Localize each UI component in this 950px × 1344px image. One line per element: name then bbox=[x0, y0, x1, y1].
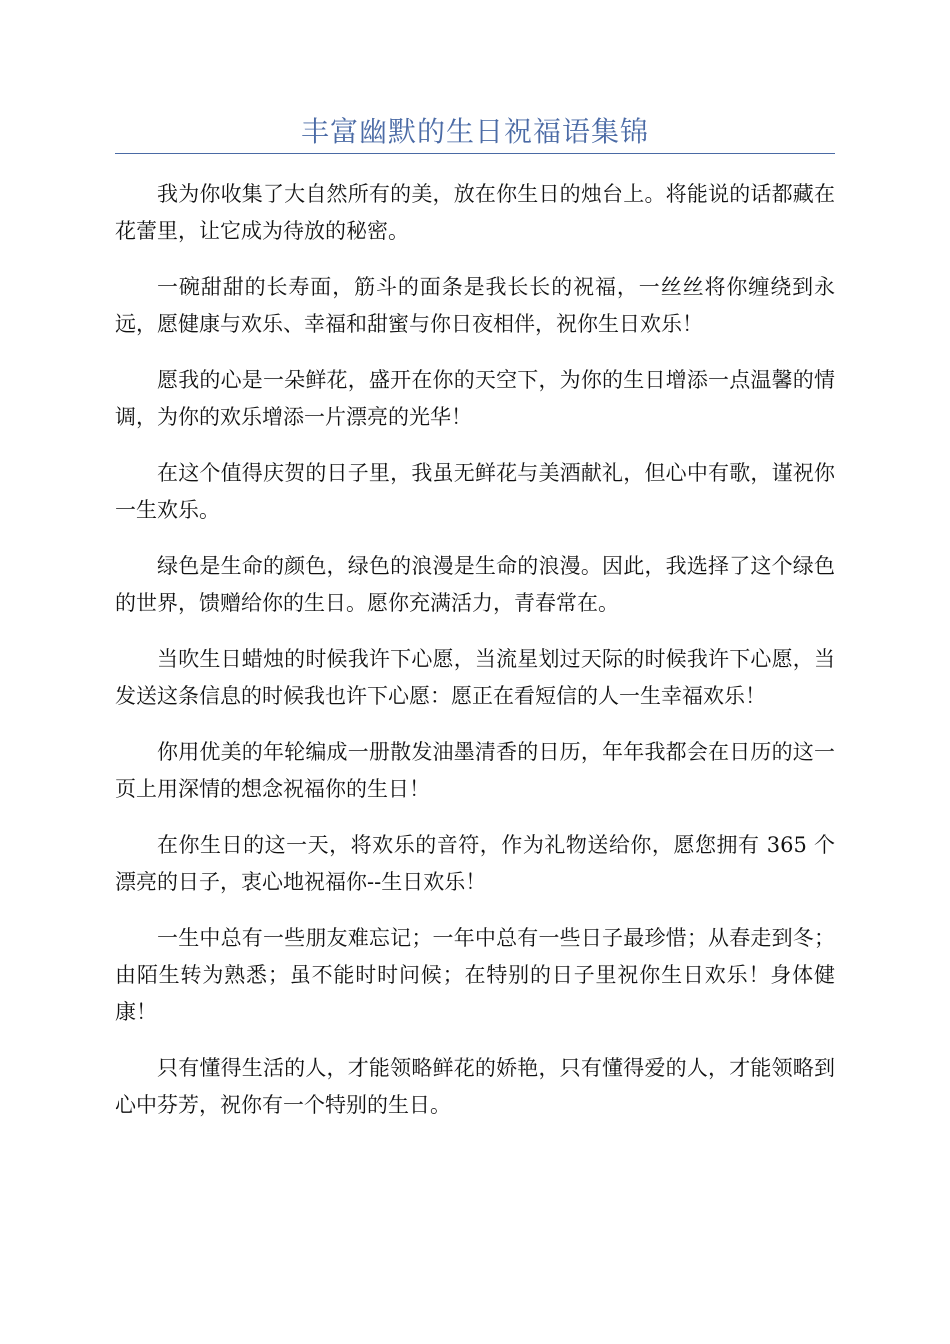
paragraph: 一生中总有一些朋友难忘记；一年中总有一些日子最珍惜；从春走到冬；由陌生转为熟悉；虽不能时时问候；在特别的日子里祝你生日欢乐！身体健康！ bbox=[115, 926, 835, 1024]
paragraph: 绿色是生命的颜色，绿色的浪漫是生命的浪漫。因此，我选择了这个绿色的世界，馈赠给你的生日。愿你充满活力，青春常在。 bbox=[115, 554, 835, 615]
paragraph: 只有懂得生活的人，才能领略鲜花的娇艳，只有懂得爱的人，才能领略到心中芬芳，祝你有一个特别的生日。 bbox=[115, 1056, 835, 1117]
paragraph: 当吹生日蜡烛的时候我许下心愿，当流星划过天际的时候我许下心愿，当发送这条信息的时候我也许下心愿：愿正在看短信的人一生幸福欢乐！ bbox=[115, 647, 835, 708]
document-title: 丰富幽默的生日祝福语集锦 bbox=[300, 115, 649, 148]
paragraph: 在这个值得庆贺的日子里，我虽无鲜花与美酒献礼，但心中有歌，谨祝你一生欢乐。 bbox=[115, 461, 835, 522]
paragraph: 一碗甜甜的长寿面，筋斗的面条是我长长的祝福，一丝丝将你缠绕到永远，愿健康与欢乐、幸福和甜蜜与你日夜相伴，祝你生日欢乐！ bbox=[115, 275, 835, 336]
paragraph: 我为你收集了大自然所有的美，放在你生日的烛台上。将能说的话都藏在花蕾里，让它成为待放的秘密。 bbox=[115, 182, 835, 243]
title-underline bbox=[115, 153, 835, 154]
document-body bbox=[115, 176, 835, 1143]
paragraph: 在你生日的这一天，将欢乐的音符，作为礼物送给你，愿您拥有 365 个漂亮的日子，衷心地祝福你--生日欢乐！ bbox=[115, 833, 835, 894]
paragraph: 愿我的心是一朵鲜花，盛开在你的天空下，为你的生日增添一点温馨的情调，为你的欢乐增添一片漂亮的光华！ bbox=[115, 368, 835, 429]
paragraph: 你用优美的年轮编成一册散发油墨清香的日历，年年我都会在日历的这一页上用深情的想念祝福你的生日！ bbox=[115, 740, 835, 801]
